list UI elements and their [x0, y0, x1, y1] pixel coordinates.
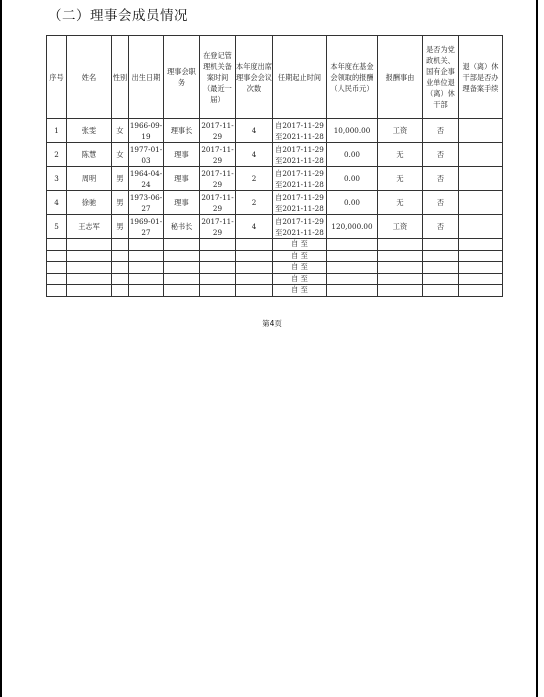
- cell-retired: 否: [423, 215, 459, 239]
- table-row: [47, 215, 503, 239]
- empty-cell: [164, 239, 200, 251]
- cell-name: 周明: [67, 167, 112, 191]
- header-cell: 序号: [47, 36, 67, 119]
- header-cell: 姓名: [67, 36, 112, 119]
- empty-cell: [423, 273, 459, 285]
- cell-term: 自 至: [273, 239, 327, 251]
- cell-birth-date: 1966-09-19: [129, 120, 163, 141]
- empty-cell: [164, 250, 200, 262]
- cell-filing: [459, 143, 503, 167]
- cell-no: 3: [47, 167, 67, 191]
- empty-cell: [200, 239, 236, 251]
- table-row: [47, 191, 503, 215]
- cell-no: 2: [47, 143, 67, 167]
- cell-filing: [459, 119, 503, 143]
- empty-cell: [327, 273, 378, 285]
- cell-term: 自 至: [273, 250, 327, 262]
- empty-cell: [327, 262, 378, 274]
- cell-role: 理事长: [164, 119, 200, 143]
- cell-filed-date: 2017-11-29: [201, 120, 234, 141]
- empty-cell: [67, 262, 112, 274]
- page-left-border: [0, 0, 2, 697]
- empty-cell: [47, 285, 67, 297]
- cell-gender: 男: [112, 215, 129, 239]
- cell-role: 理事: [164, 167, 200, 191]
- empty-cell: [112, 273, 129, 285]
- cell-term: 自2017-11-29至2021-11-28: [273, 215, 327, 239]
- empty-cell: [129, 273, 164, 285]
- empty-cell: [47, 250, 67, 262]
- empty-cell: [423, 285, 459, 297]
- cell-name: 徐驰: [67, 191, 112, 215]
- empty-cell: [200, 285, 236, 297]
- cell-gender: 男: [112, 167, 129, 191]
- cell-birth-date: 1964-04-24: [129, 168, 163, 189]
- cell-role: 理事: [164, 143, 200, 167]
- header-cell: 退（离）休干部是否办理备案手续: [459, 36, 503, 119]
- cell-no: 4: [47, 191, 67, 215]
- empty-cell: [378, 273, 423, 285]
- cell-pay-reason: 工资: [378, 119, 423, 143]
- cell-pay: 0.00: [327, 167, 378, 191]
- cell-birth-date: 1977-01-03: [129, 144, 163, 165]
- header-cell: 性别: [112, 36, 129, 119]
- empty-cell: [47, 273, 67, 285]
- cell-name: 王志军: [67, 215, 112, 239]
- empty-cell: [112, 262, 129, 274]
- cell-pay: 0.00: [327, 143, 378, 167]
- empty-cell: [327, 239, 378, 251]
- empty-cell: [327, 285, 378, 297]
- empty-cell: [67, 250, 112, 262]
- cell-retired: 否: [423, 191, 459, 215]
- cell-term: 自2017-11-29至2021-11-28: [273, 191, 327, 215]
- empty-cell: [236, 285, 273, 297]
- empty-cell: [378, 262, 423, 274]
- cell-meetings: 4: [236, 143, 273, 167]
- cell-no: 5: [47, 215, 67, 239]
- cell-pay: 10,000.00: [327, 119, 378, 143]
- empty-table-row: [47, 262, 503, 274]
- cell-name: 张雯: [67, 119, 112, 143]
- empty-cell: [200, 250, 236, 262]
- cell-gender: 女: [112, 119, 129, 143]
- empty-table-row: [47, 250, 503, 262]
- cell-retired: 否: [423, 167, 459, 191]
- cell-meetings: 2: [236, 191, 273, 215]
- empty-cell: [112, 250, 129, 262]
- empty-cell: [112, 239, 129, 251]
- cell-pay: 120,000.00: [327, 215, 378, 239]
- header-cell: 在登记管理机关备案时间（最近一届）: [200, 36, 236, 119]
- empty-cell: [423, 262, 459, 274]
- header-cell: 是否为党政机关、国有企事业单位退（离）休干部: [423, 36, 459, 119]
- empty-table-row: [47, 285, 503, 297]
- cell-filing: [459, 191, 503, 215]
- cell-retired: 否: [423, 119, 459, 143]
- empty-cell: [459, 239, 503, 251]
- empty-cell: [459, 250, 503, 262]
- empty-cell: [129, 285, 164, 297]
- empty-cell: [236, 239, 273, 251]
- empty-cell: [112, 285, 129, 297]
- empty-cell: [164, 273, 200, 285]
- empty-cell: [67, 273, 112, 285]
- empty-cell: [200, 262, 236, 274]
- cell-gender: 女: [112, 143, 129, 167]
- page-right-border: [536, 0, 538, 697]
- table-row: [47, 143, 503, 167]
- header-cell: 理事会职务: [164, 36, 200, 119]
- cell-role: 秘书长: [164, 215, 200, 239]
- empty-cell: [200, 273, 236, 285]
- empty-cell: [236, 262, 273, 274]
- cell-term: 自2017-11-29至2021-11-28: [273, 143, 327, 167]
- cell-term: 自2017-11-29至2021-11-28: [273, 119, 327, 143]
- page-number: 第4页: [262, 319, 282, 328]
- cell-birth-date: 1973-06-27: [129, 192, 163, 213]
- empty-cell: [459, 285, 503, 297]
- empty-cell: [459, 273, 503, 285]
- empty-cell: [378, 239, 423, 251]
- empty-cell: [459, 262, 503, 274]
- empty-cell: [67, 285, 112, 297]
- empty-table-row: [47, 273, 503, 285]
- header-cell: 报酬事由: [378, 36, 423, 119]
- cell-meetings: 4: [236, 119, 273, 143]
- table-header-row: [47, 36, 503, 119]
- empty-cell: [129, 239, 164, 251]
- empty-table-row: [47, 239, 503, 251]
- cell-no: 1: [47, 119, 67, 143]
- empty-cell: [47, 239, 67, 251]
- cell-meetings: 2: [236, 167, 273, 191]
- cell-gender: 男: [112, 191, 129, 215]
- cell-pay-reason: 无: [378, 143, 423, 167]
- cell-role: 理事: [164, 191, 200, 215]
- cell-term: 自 至: [273, 273, 327, 285]
- empty-cell: [47, 262, 67, 274]
- cell-term: 自2017-11-29至2021-11-28: [273, 167, 327, 191]
- header-cell: 出生日期: [129, 36, 164, 119]
- cell-term: 自 至: [273, 285, 327, 297]
- empty-cell: [129, 250, 164, 262]
- header-cell: 任期起止时间: [273, 36, 327, 119]
- cell-filed-date: 2017-11-29: [201, 168, 234, 189]
- cell-pay: 0.00: [327, 191, 378, 215]
- cell-filed-date: 2017-11-29: [201, 192, 234, 213]
- board-members-table: [46, 35, 503, 297]
- empty-cell: [129, 262, 164, 274]
- empty-cell: [327, 250, 378, 262]
- cell-pay-reason: 工资: [378, 215, 423, 239]
- empty-cell: [236, 250, 273, 262]
- cell-filed-date: 2017-11-29: [201, 216, 234, 237]
- cell-term: 自 至: [273, 262, 327, 274]
- empty-cell: [423, 239, 459, 251]
- table-row: [47, 119, 503, 143]
- cell-pay-reason: 无: [378, 167, 423, 191]
- empty-cell: [164, 262, 200, 274]
- cell-retired: 否: [423, 143, 459, 167]
- empty-cell: [423, 250, 459, 262]
- cell-pay-reason: 无: [378, 191, 423, 215]
- cell-meetings: 4: [236, 215, 273, 239]
- section-title: （二）理事会成员情况: [48, 8, 188, 24]
- cell-filed-date: 2017-11-29: [201, 144, 234, 165]
- header-cell: 本年度出席理事会会议次数: [236, 36, 273, 119]
- header-cell: 本年度在基金会领取的报酬（人民币元）: [327, 36, 378, 119]
- cell-filing: [459, 215, 503, 239]
- table-row: [47, 167, 503, 191]
- empty-cell: [378, 285, 423, 297]
- cell-birth-date: 1969-01-27: [129, 216, 163, 237]
- empty-cell: [378, 250, 423, 262]
- empty-cell: [164, 285, 200, 297]
- cell-name: 陈慧: [67, 143, 112, 167]
- empty-cell: [236, 273, 273, 285]
- empty-cell: [67, 239, 112, 251]
- cell-filing: [459, 167, 503, 191]
